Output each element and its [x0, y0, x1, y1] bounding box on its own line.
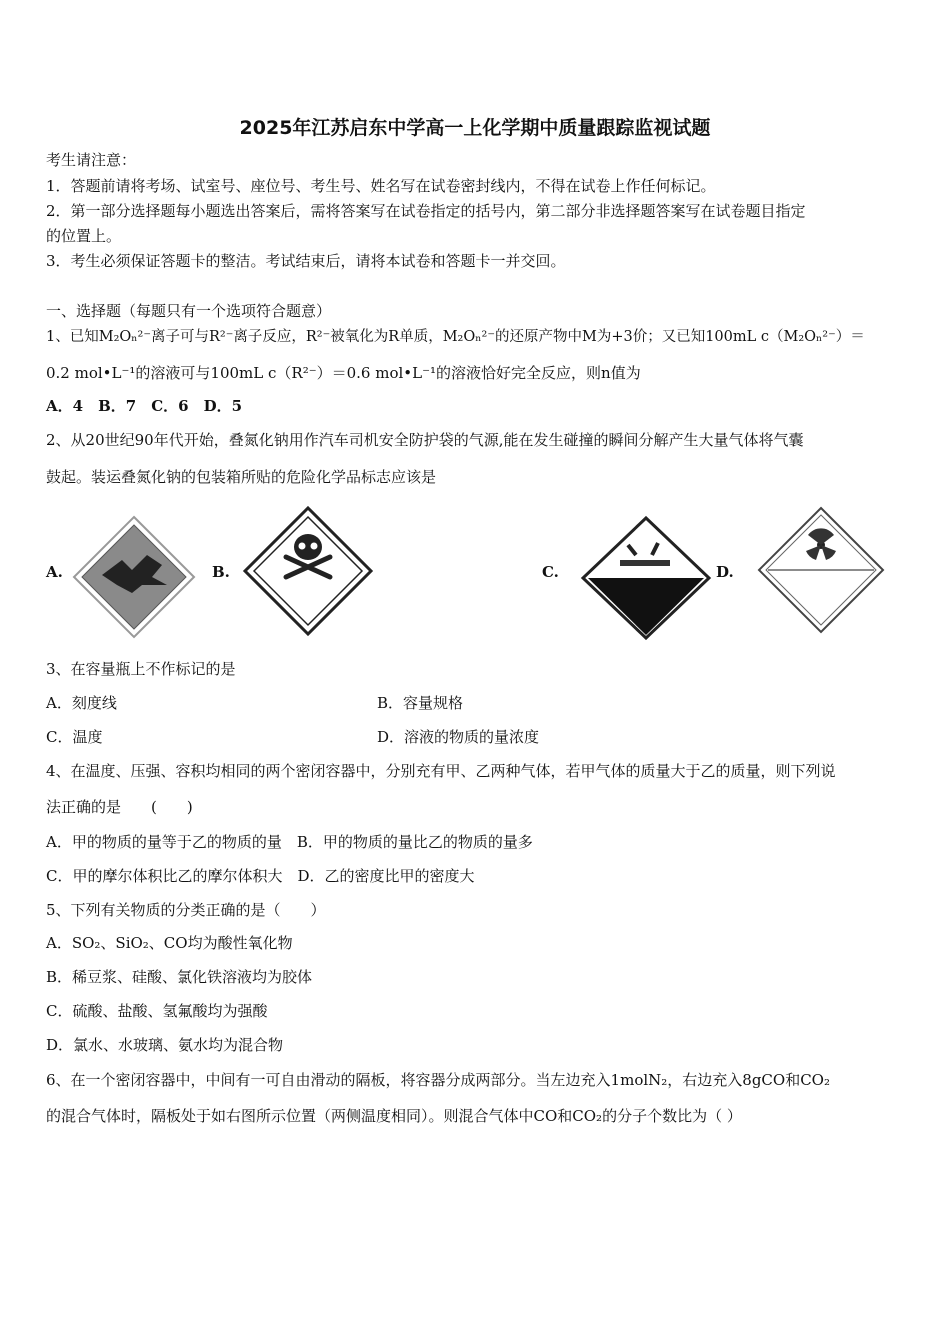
page-title: 2025年江苏启东中学高一上化学期中质量跟踪监视试题 [239, 117, 711, 139]
q5-stem: 5、下列有关物质的分类正确的是（ ） [46, 901, 326, 919]
q5-option: B．稀豆浆、硅酸、氯化铁溶液均为胶体 [46, 968, 313, 986]
q1-options: A．4 B．7 C．6 D．5 [46, 397, 243, 415]
option-label-c: C. [542, 563, 559, 581]
section-heading: 一、选择题（每题只有一个选项符合题意） [46, 302, 332, 320]
radioactive-sign-icon [756, 505, 886, 635]
option-label-a: A. [46, 563, 63, 581]
q4-stem: 4、在温度、压强、容积均相同的两个密闭容器中，分别充有甲、乙两种气体，若甲气体的质量大于乙的质量，则下列说 [46, 762, 836, 780]
q3-option: D．溶液的物质的量浓度 [377, 728, 540, 746]
q5-option: A．SO₂、SiO₂、CO均为酸性氧化物 [46, 934, 293, 952]
q1-stem: 0.2 mol•L⁻¹的溶液可与100mL c（R²⁻）＝0.6 mol•L⁻¹的溶液恰好完全反应，则n值为 [46, 364, 641, 382]
q6-stem: 6、在一个密闭容器中，中间有一可自由滑动的隔板，将容器分成两部分。当左边充入1molN₂，右边充入8gCO和CO₂ [46, 1071, 830, 1089]
q2-stem: 2、从20世纪90年代开始，叠氮化钠用作汽车司机安全防护袋的气源,能在发生碰撞的瞬间分解产生大量气体将气囊 [46, 431, 804, 449]
option-label-d: D. [716, 563, 734, 581]
notice-item: 的位置上。 [46, 227, 122, 245]
q4-options: A．甲的物质的量等于乙的物质的量 B．甲的物质的量比乙的物质的量多 [46, 833, 533, 851]
flammable-solid-sign-icon [72, 515, 196, 639]
q3-option: B．容量规格 [377, 694, 464, 712]
q3-option: C．温度 [46, 728, 103, 746]
q5-option: C．硫酸、盐酸、氢氟酸均为强酸 [46, 1002, 268, 1020]
q4-stem: 法正确的是 ( ) [46, 798, 193, 816]
notice-item: 1．答题前请将考场、试室号、座位号、考生号、姓名写在试卷密封线内，不得在试卷上作任何标记。 [46, 177, 716, 195]
q3-stem: 3、在容量瓶上不作标记的是 [46, 660, 236, 678]
notice-heading: 考生请注意： [46, 151, 137, 169]
toxic-skull-sign-icon [242, 505, 374, 637]
q4-options: C．甲的摩尔体积比乙的摩尔体积大 D．乙的密度比甲的密度大 [46, 867, 475, 885]
q2-stem: 鼓起。装运叠氮化钠的包装箱所贴的危险化学品标志应该是 [46, 468, 437, 486]
option-label-b: B. [212, 563, 230, 581]
q5-option: D．氯水、水玻璃、氨水均为混合物 [46, 1036, 284, 1054]
notice-item: 2．第一部分选择题每小题选出答案后，需将答案写在试卷指定的括号内，第二部分非选择题答案写在试卷题目指定 [46, 202, 806, 220]
notice-item: 3．考生必须保证答题卡的整洁。考试结束后，请将本试卷和答题卡一并交回。 [46, 252, 566, 270]
q1-stem: 1、已知M₂Oₙ²⁻离子可与R²⁻离子反应，R²⁻被氧化为R单质，M₂Oₙ²⁻的还原产物中M为+3价；又已知100mL c（M₂Oₙ²⁻）＝ [46, 329, 865, 345]
corrosive-sign-icon [580, 515, 712, 641]
q6-stem: 的混合气体时，隔板处于如右图所示位置（两侧温度相同）。则混合气体中CO和CO₂的分子个数比为（ ） [46, 1107, 742, 1125]
q3-option: A．刻度线 [46, 694, 117, 712]
